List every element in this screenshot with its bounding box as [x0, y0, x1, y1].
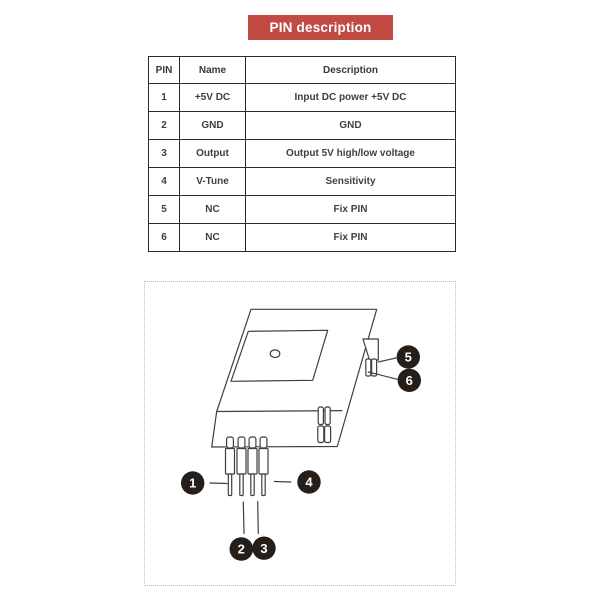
page-title-banner — [248, 15, 393, 40]
table-row — [149, 84, 456, 112]
cell-name: Output — [180, 140, 246, 168]
cell-pin: 4 — [149, 168, 180, 196]
table-row — [149, 224, 456, 252]
callout-circle-6 — [398, 369, 421, 392]
leader-line-1 — [210, 483, 227, 484]
table-row — [149, 112, 456, 140]
table-header-row — [149, 57, 456, 84]
module-pinout-diagram — [145, 282, 455, 585]
cell-name: GND — [180, 112, 246, 140]
callout-circle-2 — [230, 537, 254, 561]
leader-line-5 — [378, 358, 396, 362]
table-row — [149, 168, 456, 196]
callout-circle-4 — [297, 470, 320, 493]
cell-description: GND — [246, 112, 456, 140]
header-description: Description — [246, 57, 456, 84]
cell-description: Sensitivity — [246, 168, 456, 196]
cell-pin: 3 — [149, 140, 180, 168]
leader-line-3 — [258, 502, 259, 534]
pin-description-table — [148, 56, 456, 252]
cell-pin: 5 — [149, 196, 180, 224]
cell-name: V-Tune — [180, 168, 246, 196]
cell-description: Fix PIN — [246, 224, 456, 252]
cell-description: Fix PIN — [246, 196, 456, 224]
antenna-feed-hole — [270, 350, 280, 358]
callout-label: 5 — [404, 349, 412, 365]
callout-label: 1 — [189, 475, 197, 491]
header-pin: PIN — [149, 57, 180, 84]
callout-circle-3 — [252, 537, 275, 560]
cell-name: NC — [180, 224, 246, 252]
cell-description: Input DC power +5V DC — [246, 84, 456, 112]
bottom-pin-4 — [259, 437, 268, 496]
bottom-pin-3 — [248, 437, 257, 496]
callout-circle-1 — [181, 471, 204, 494]
callout-label: 4 — [305, 474, 313, 490]
callout-circle-5 — [397, 345, 420, 368]
bottom-pin-1 — [226, 437, 235, 496]
table-row — [149, 196, 456, 224]
cell-name: +5V DC — [180, 84, 246, 112]
bottom-pin-2 — [237, 437, 246, 496]
table-row — [149, 140, 456, 168]
callout-label: 3 — [260, 540, 268, 556]
callout-label: 2 — [237, 541, 245, 557]
leader-line-2 — [243, 502, 244, 534]
leader-line-4 — [274, 482, 291, 483]
module-diagram-frame — [144, 281, 456, 586]
side-pin-5 — [366, 359, 371, 376]
cell-pin: 6 — [149, 224, 180, 252]
callout-label: 6 — [405, 372, 413, 388]
cell-pin: 2 — [149, 112, 180, 140]
page-title: PIN description — [269, 20, 372, 35]
header-name: Name — [180, 57, 246, 84]
cell-name: NC — [180, 196, 246, 224]
cell-pin: 1 — [149, 84, 180, 112]
cell-description: Output 5V high/low voltage — [246, 140, 456, 168]
